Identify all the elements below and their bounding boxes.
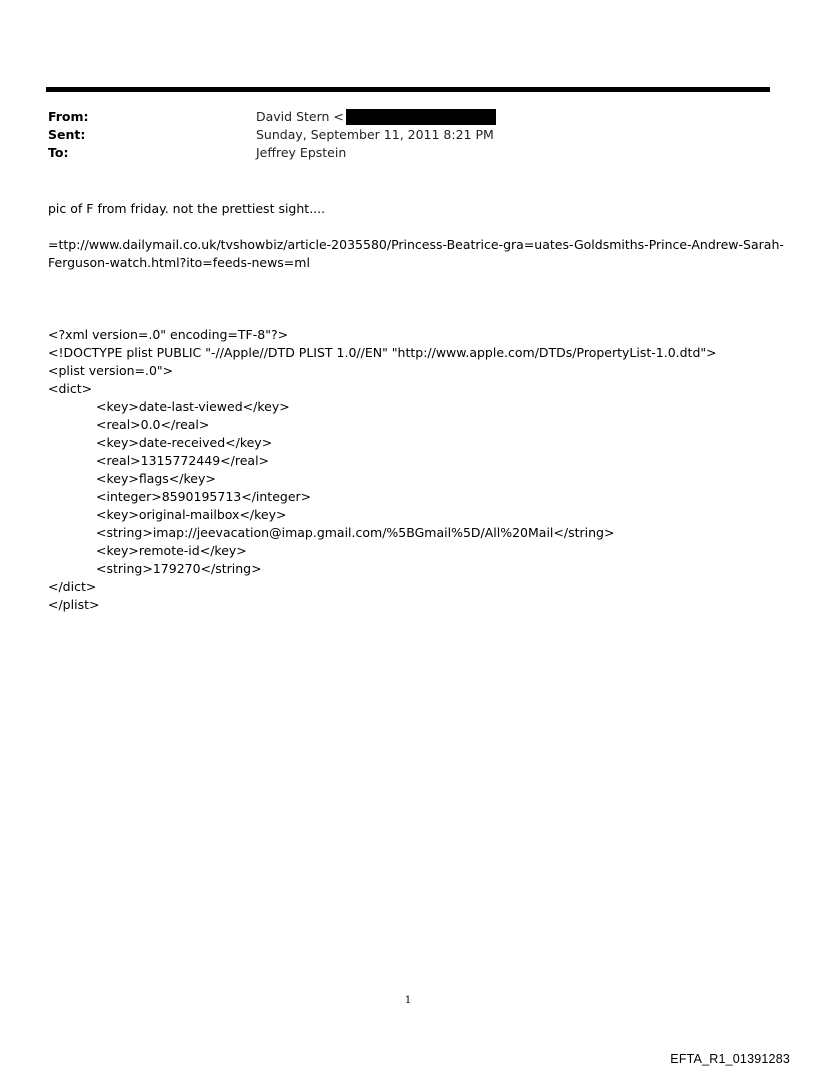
header-rule: [46, 87, 770, 92]
plist-line: <string>imap://jeevacation@imap.gmail.com/%5BGmail%5D/All%20Mail</string>: [96, 525, 615, 540]
from-value: [256, 108, 496, 126]
sent-label: Sent:: [48, 127, 86, 142]
plist-line: <plist version=.0">: [48, 363, 174, 378]
plist-line: <key>date-last-viewed</key>: [96, 399, 290, 414]
plist-line: <string>179270</string>: [96, 561, 262, 576]
article-link: [48, 236, 784, 272]
plist-line: <key>remote-id</key>: [96, 543, 247, 558]
from-row: [48, 108, 496, 126]
to-value: Jeffrey Epstein: [256, 145, 347, 160]
redaction-block: [346, 109, 496, 125]
plist-line: <real>1315772449</real>: [96, 453, 270, 468]
from-name: David Stern <: [256, 109, 344, 124]
plist-block: [48, 326, 778, 614]
plist-line: <?xml version=.0" encoding=TF-8"?>: [48, 327, 289, 342]
from-label: From:: [48, 109, 89, 124]
document-id: EFTA_R1_01391283: [670, 1052, 790, 1066]
plist-line: <real>0.0</real>: [96, 417, 210, 432]
sent-value: Sunday, September 11, 2011 8:21 PM: [256, 127, 494, 142]
sent-row: [48, 126, 496, 144]
message-text: pic of F from friday. not the prettiest sight....: [48, 201, 326, 216]
plist-line: </plist>: [48, 597, 100, 612]
to-row: [48, 144, 496, 162]
plist-line: <!DOCTYPE plist PUBLIC "-//Apple//DTD PLIST 1.0//EN" "http://www.apple.com/DTDs/PropertyList-1.0.dtd">: [48, 345, 717, 360]
plist-line: </dict>: [48, 579, 97, 594]
plist-line: <dict>: [48, 381, 93, 396]
plist-line: <key>flags</key>: [96, 471, 216, 486]
plist-line: <key>original-mailbox</key>: [96, 507, 287, 522]
plist-line: <integer>8590195713</integer>: [96, 489, 312, 504]
email-header: [48, 108, 496, 162]
email-body: [48, 200, 784, 614]
to-label: To:: [48, 145, 69, 160]
url-line-1: =ttp://www.dailymail.co.uk/tvshowbiz/article-2035580/Princess-Beatrice-gra=uates-Goldsmiths-Prince-Andrew-Sarah-: [48, 237, 784, 252]
url-line-2: Ferguson-watch.html?ito=feeds-news=ml: [48, 255, 310, 270]
page-number: 1: [404, 995, 412, 1006]
plist-line: <key>date-received</key>: [96, 435, 273, 450]
